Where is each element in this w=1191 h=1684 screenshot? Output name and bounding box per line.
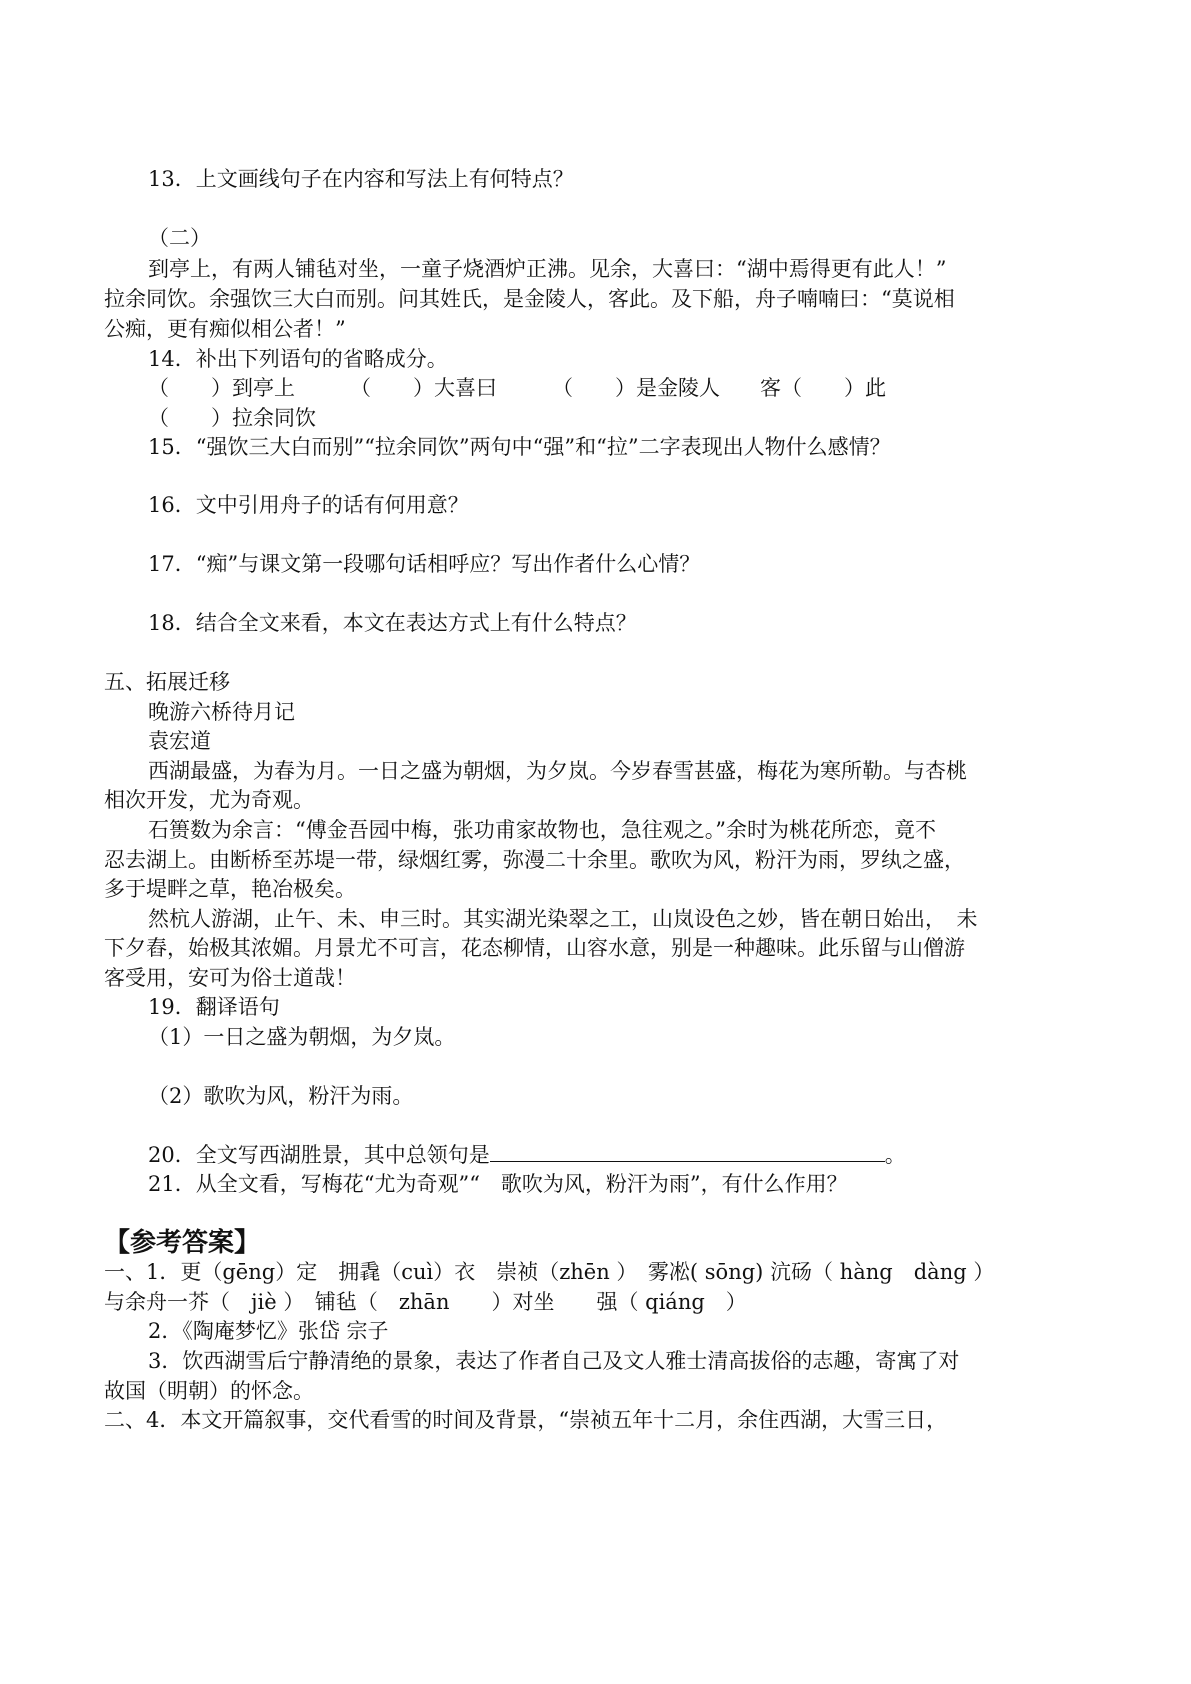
passage-line: 拉余同饮。余强饮三大白而别。问其姓氏，是金陵人，客此。及下船，舟子喃喃曰：“莫说相 (104, 287, 955, 311)
answer-heading: 【参考答案】 (104, 1228, 261, 1258)
answer-line: 一、1．更（gēng）定 拥毳（cuì）衣 崇祯（zhēn ） 雾凇( sōng) 沆砀（ hàng dàng ） (104, 1260, 995, 1284)
fill-item: 客（ ）此 (760, 376, 886, 400)
answer-line: 二、4．本文开篇叙事，交代看雪的时间及背景，“崇祯五年十二月，余住西湖，大雪三日， (104, 1408, 948, 1432)
passage-line: 到亭上，有两人铺毡对坐，一童子烧酒炉正沸。见余，大喜曰：“湖中焉得更有此人！” (148, 257, 947, 281)
extension-line: 多于堤畔之草，艳冶极矣。 (104, 877, 356, 901)
extension-author: 袁宏道 (148, 729, 211, 753)
part-heading: （二） (148, 226, 211, 250)
extension-line: 下夕舂，始极其浓媚。月景尤不可言，花态柳情，山容水意，别是一种趣味。此乐留与山僧游 (104, 936, 965, 960)
question-16: 16．文中引用舟子的话有何用意？ (148, 493, 469, 517)
question-14: 14．补出下列语句的省略成分。 (148, 347, 448, 371)
fill-item: （ ）到亭上 (148, 376, 295, 400)
question-19: 19．翻译语句 (148, 995, 280, 1019)
extension-line: 西湖最盛，为春为月。一日之盛为朝烟，为夕岚。今岁春雪甚盛，梅花为寒所勒。与杏桃 (148, 759, 967, 783)
question-20-end: 。 (884, 1143, 906, 1167)
fill-item: （ ）拉余同饮 (148, 406, 316, 430)
extension-line: 然杭人游湖，止午、未、申三时。其实湖光染翠之工，山岚设色之妙，皆在朝日始出， 未 (148, 907, 978, 931)
extension-line: 忍去湖上。由断桥至苏堤一带，绿烟红雾，弥漫二十余里。歌吹为风，粉汗为雨，罗纨之盛， (104, 848, 965, 872)
extension-line: 相次开发，尤为奇观。 (104, 788, 314, 812)
answer-line: 故国（明朝）的怀念。 (104, 1379, 314, 1403)
question-18: 18．结合全文来看，本文在表达方式上有什么特点？ (148, 611, 637, 635)
question-19-1: （1）一日之盛为朝烟，为夕岚。 (148, 1025, 456, 1049)
extension-title: 晚游六桥待月记 (148, 700, 295, 724)
extension-line: 客受用，安可为俗士道哉！ (104, 966, 356, 990)
fill-item: （ ）大喜曰 (350, 376, 497, 400)
question-15: 15．“强饮三大白而别”“拉余同饮”两句中“强”和“拉”二字表现出人物什么感情？ (148, 435, 891, 459)
section-heading: 五、拓展迁移 (104, 670, 230, 694)
question-19-2: （2）歌吹为风，粉汗为雨。 (148, 1084, 414, 1108)
answer-line: 3．饮西湖雪后宁静清绝的景象，表达了作者自己及文人雅士清高拔俗的志趣，寄寓了对 (148, 1349, 960, 1373)
passage-line: 公痴，更有痴似相公者！” (104, 317, 346, 341)
answer-line: 2．《陶庵梦忆》张岱 宗子 (148, 1319, 389, 1343)
fill-item: （ ）是金陵人 (552, 376, 720, 400)
question-20 (148, 1140, 906, 1170)
answer-line: 与余舟一芥（ jiè ） 铺毡（ zhān ）对坐 强（ qiáng ） (104, 1290, 747, 1314)
answer-blank (490, 1141, 885, 1162)
question-20-text: 20．全文写西湖胜景，其中总领句是 (148, 1143, 490, 1167)
extension-line: 石篑数为余言：“傅金吾园中梅，张功甫家故物也，急往观之。”余时为桃花所恋，竟不 (148, 818, 936, 842)
question-13: 13．上文画线句子在内容和写法上有何特点？ (148, 167, 574, 191)
question-21: 21．从全文看，写梅花“尤为奇观”“ 歌吹为风，粉汗为雨”，有什么作用？ (148, 1172, 848, 1196)
question-17: 17．“痴”与课文第一段哪句话相呼应？写出作者什么心情？ (148, 552, 701, 576)
